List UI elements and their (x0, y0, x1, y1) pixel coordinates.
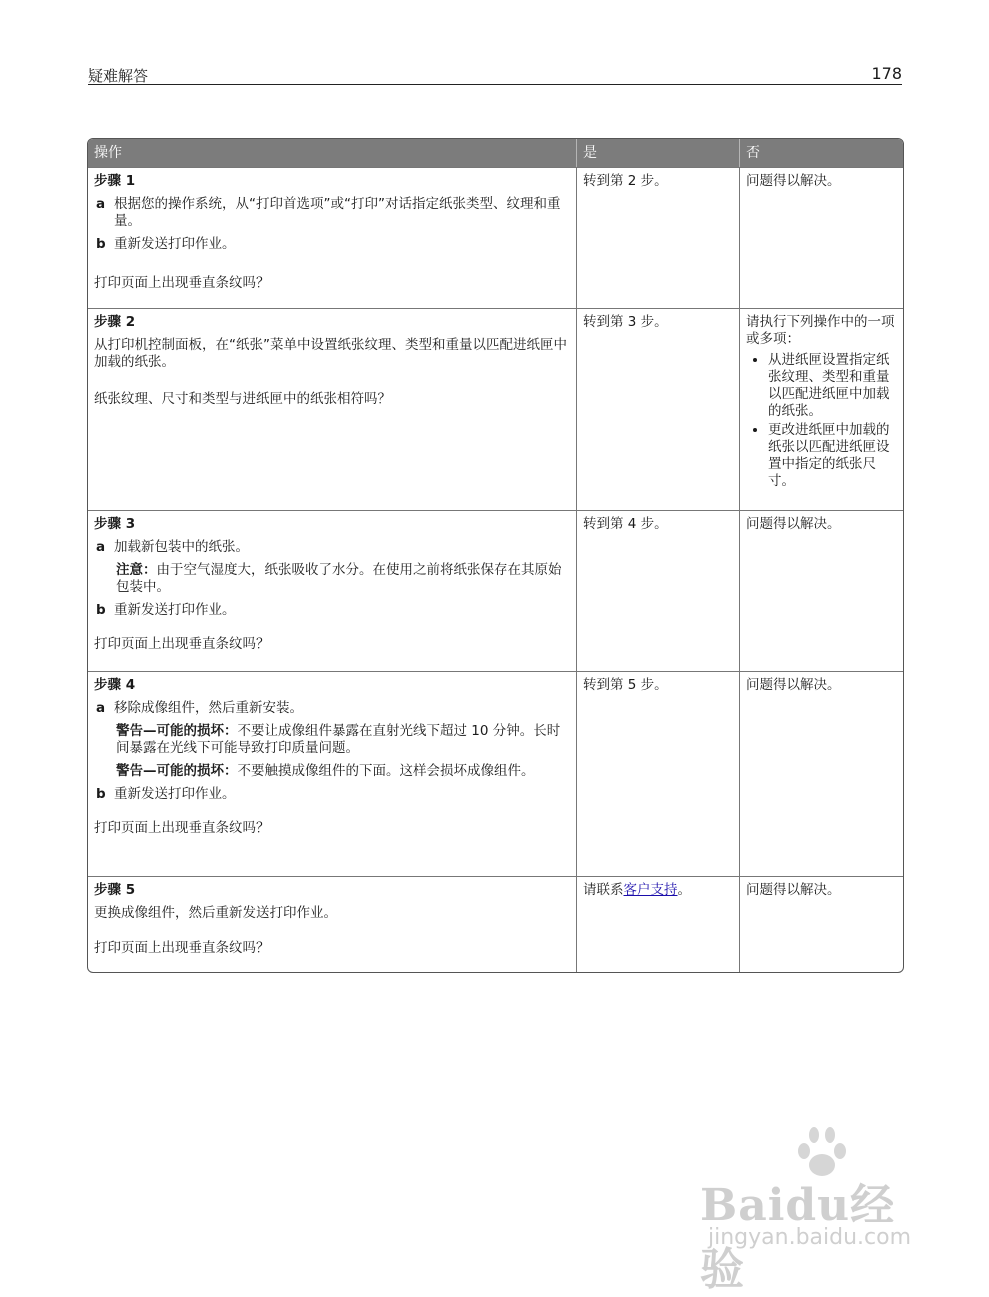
page-header (88, 62, 902, 85)
no-cell: 问题得以解决。 (746, 173, 841, 189)
table-row-step-5 (88, 876, 903, 972)
table-row-step-2 (88, 308, 903, 510)
table-row-step-4 (88, 671, 903, 876)
action-cell (88, 672, 577, 876)
warning-text: 不要让成像组件暴露在直射光线下超过 10 分钟。长时间暴露在光线下可能导致打印质量问题。 (116, 723, 561, 756)
note-text: 由于空气湿度大，纸张吸收了水分。在使用之前将纸张保存在其原始包装中。 (116, 562, 562, 595)
step-question: 纸张纹理、尺寸和类型与进纸匣中的纸张相符吗？ (94, 391, 391, 407)
note (94, 562, 570, 596)
baidu-watermark (700, 1125, 930, 1295)
table-row-step-3 (88, 510, 903, 671)
section-title: 疑难解答 (88, 67, 149, 85)
yes-prefix: 请联系 (583, 882, 624, 898)
sub-step-b (94, 236, 570, 253)
yes-cell (577, 877, 740, 972)
action-cell (88, 511, 577, 671)
sub-step-b (94, 786, 570, 803)
sub-step-letter: b (96, 236, 106, 252)
yes-cell: 转到第 5 步。 (577, 672, 740, 876)
sub-step-text: 重新发送打印作业。 (114, 602, 236, 618)
warning-text: 不要触摸成像组件的下面。这样会损坏成像组件。 (237, 763, 535, 779)
watermark-url: jingyan.baidu.com (708, 1225, 912, 1250)
list-item: • 从进纸匣设置指定纸张纹理、类型和重量以匹配进纸匣中加载的纸张。 (768, 352, 897, 420)
step-question: 打印页面上出现垂直条纹吗？ (94, 636, 270, 652)
step-title: 步骤 1 (94, 173, 136, 189)
column-header-yes: 是 (577, 139, 740, 167)
sub-step-text: 根据您的操作系统，从“打印首选项”或“打印”对话指定纸张类型、纹理和重量。 (114, 196, 561, 229)
step-title: 步骤 2 (94, 314, 136, 330)
note-label: 注意： (116, 562, 157, 578)
column-header-action: 操作 (88, 139, 577, 167)
yes-suffix: 。 (677, 882, 691, 898)
action-cell (88, 309, 577, 510)
sub-step-letter: b (96, 602, 106, 618)
sub-step-letter: a (96, 700, 106, 716)
sub-step-text: 移除成像组件，然后重新安装。 (114, 700, 303, 716)
warning-note (94, 763, 570, 780)
step-question: 打印页面上出现垂直条纹吗？ (94, 940, 270, 956)
warning-label: 警告—可能的损坏： (116, 763, 238, 779)
watermark-brand: Baidu经验 (700, 1180, 896, 1295)
warning-label: 警告—可能的损坏： (116, 723, 238, 739)
step-body: 从打印机控制面板，在“纸张”菜单中设置纸张纹理、类型和重量以匹配进纸匣中加载的纸张。 (94, 337, 567, 370)
sub-step-text: 重新发送打印作业。 (114, 236, 236, 252)
action-cell (88, 877, 577, 972)
yes-cell: 转到第 2 步。 (577, 168, 740, 308)
no-cell: 问题得以解决。 (746, 516, 841, 532)
sub-step-letter: b (96, 786, 106, 802)
sub-step-b (94, 602, 570, 619)
step-title: 步骤 5 (94, 882, 136, 898)
sub-step-text: 重新发送打印作业。 (114, 786, 236, 802)
no-cell: 问题得以解决。 (746, 882, 841, 898)
troubleshooting-table (87, 138, 904, 973)
no-intro: 请执行下列操作中的一项或多项： (746, 314, 895, 347)
step-body: 更换成像组件，然后重新发送打印作业。 (94, 905, 337, 921)
sub-step-letter: a (96, 539, 106, 555)
no-cell (740, 309, 903, 510)
yes-cell: 转到第 3 步。 (577, 309, 740, 510)
no-cell: 问题得以解决。 (746, 677, 841, 693)
table-row-step-1 (88, 167, 903, 308)
sub-step-a (94, 196, 570, 230)
step-title: 步骤 4 (94, 677, 136, 693)
sub-step-a (94, 539, 570, 556)
column-header-no: 否 (746, 145, 760, 161)
step-title: 步骤 3 (94, 516, 136, 532)
warning-note (94, 723, 570, 757)
action-cell (88, 168, 577, 308)
step-question: 打印页面上出现垂直条纹吗？ (94, 820, 270, 836)
customer-support-link[interactable]: 客户支持 (623, 882, 678, 898)
no-options-list (746, 352, 897, 490)
sub-step-letter: a (96, 196, 106, 212)
yes-cell: 转到第 4 步。 (577, 511, 740, 671)
table-header-row (88, 139, 903, 167)
page-number: 178 (871, 64, 902, 83)
sub-step-a (94, 700, 570, 717)
list-item: • 更改进纸匣中加载的纸张以匹配进纸匣设置中指定的纸张尺寸。 (768, 422, 897, 490)
sub-step-text: 加载新包装中的纸张。 (114, 539, 249, 555)
step-question: 打印页面上出现垂直条纹吗？ (94, 275, 270, 291)
